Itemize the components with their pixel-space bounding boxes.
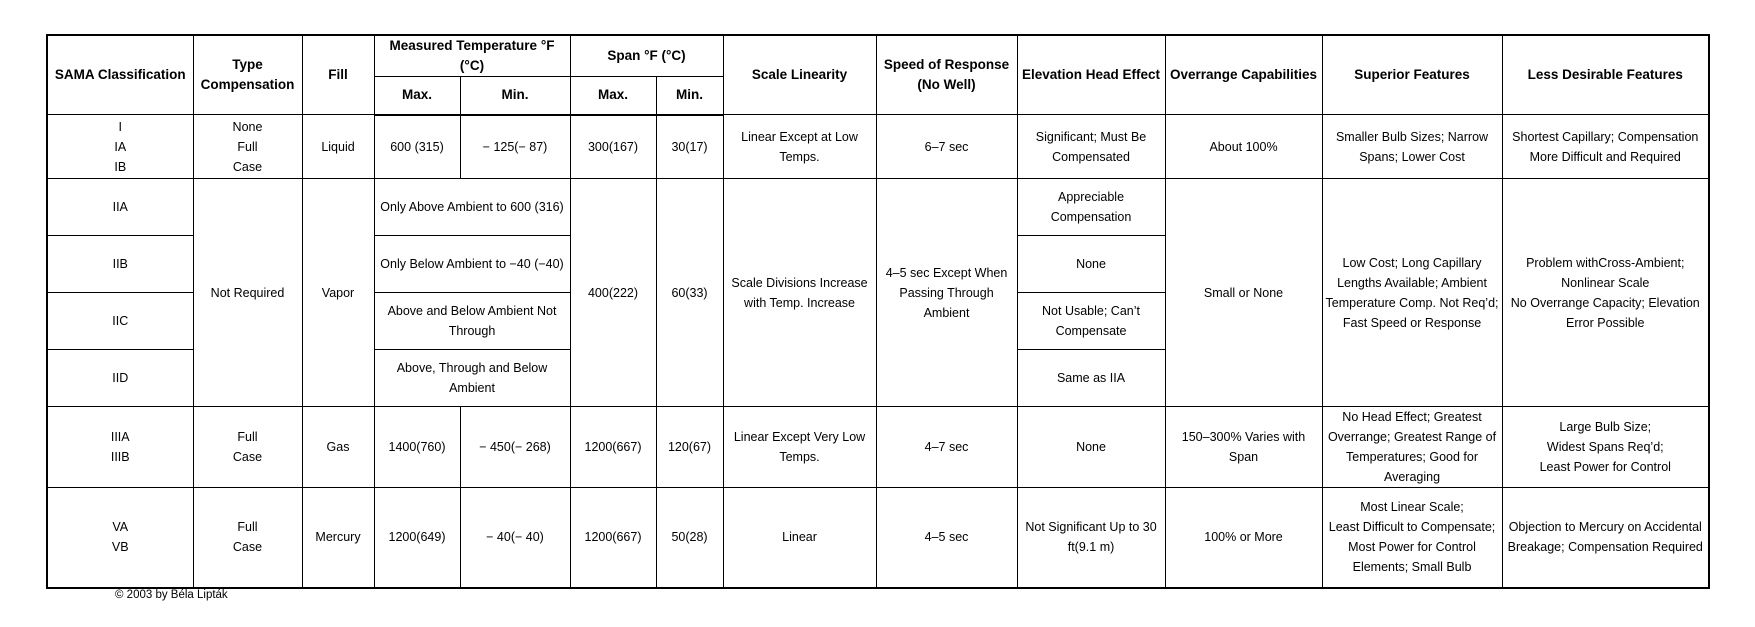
header-superior-features: Superior Features [1322,35,1502,115]
cell-scale-linearity: Linear Except at Low Temps. [723,115,876,179]
table-row [47,407,1709,488]
cell-speed: 4–5 sec Except When Passing Through Ambient [876,179,1017,407]
cell-scale-linearity: Linear [723,488,876,588]
cell-fill: Vapor [302,179,374,407]
cell-measured-min: − 125(− 87) [460,115,570,179]
cell-sama: IIB [47,236,193,293]
header-overrange: Overrange Capabilities [1165,35,1322,115]
header-scale-linearity: Scale Linearity [723,35,876,115]
cell-span-max: 400(222) [570,179,656,407]
cell-speed: 6–7 sec [876,115,1017,179]
cell-fill: Liquid [302,115,374,179]
cell-elevation: Same as IIA [1017,350,1165,407]
copyright-notice: © 2003 by Béla Lipták [115,589,228,601]
cell-sama: VA VB [47,488,193,588]
cell-span-max: 1200(667) [570,407,656,488]
cell-less-desirable: Problem withCross-Ambient; Nonlinear Scale No Overrange Capacity; Elevation Error Possible [1502,179,1709,407]
cell-type-compensation: None Full Case [193,115,302,179]
cell-span-min: 120(67) [656,407,723,488]
cell-elevation: Significant; Must Be Compensated [1017,115,1165,179]
table-row [47,179,1709,236]
cell-superior-features: Low Cost; Long Capillary Lengths Available; Ambient Temperature Comp. Not Req’d; Fast Speed or Response [1322,179,1502,407]
cell-elevation: Appreciable Compensation [1017,179,1165,236]
table-row [47,488,1709,588]
cell-sama: IID [47,350,193,407]
table-row [47,115,1709,179]
cell-type-compensation: Not Required [193,179,302,407]
cell-elevation: Not Usable; Can’t Compensate [1017,293,1165,350]
cell-overrange: Small or None [1165,179,1322,407]
cell-less-desirable: Objection to Mercury on Accidental Breakage; Compensation Required [1502,488,1709,588]
cell-measured-max: 1400(760) [374,407,460,488]
header-span: Span °F (°C) [570,35,723,77]
cell-speed: 4–7 sec [876,407,1017,488]
cell-span-max: 1200(667) [570,488,656,588]
cell-span-max: 300(167) [570,115,656,179]
cell-superior-features: Most Linear Scale; Least Difficult to Compensate; Most Power for Control Elements; Small Bulb [1322,488,1502,588]
cell-measured-temperature: Above and Below Ambient Not Through [374,293,570,350]
cell-less-desirable: Shortest Capillary; Compensation More Difficult and Required [1502,115,1709,179]
header-type-compensation: Type Compensation [193,35,302,115]
cell-span-min: 60(33) [656,179,723,407]
cell-overrange: About 100% [1165,115,1322,179]
header-less-desirable-features: Less Desirable Features [1502,35,1709,115]
cell-less-desirable: Large Bulb Size; Widest Spans Req’d; Least Power for Control [1502,407,1709,488]
header-measured-max: Max. [374,77,460,115]
header-fill: Fill [302,35,374,115]
cell-scale-linearity: Scale Divisions Increase with Temp. Increase [723,179,876,407]
cell-type-compensation: Full Case [193,488,302,588]
cell-measured-temperature: Above, Through and Below Ambient [374,350,570,407]
comparison-table [46,34,1710,589]
cell-measured-temperature: Only Above Ambient to 600 (316) [374,179,570,236]
cell-sama: IIA [47,179,193,236]
cell-span-min: 30(17) [656,115,723,179]
header-elevation-head-effect: Elevation Head Effect [1017,35,1165,115]
cell-superior-features: No Head Effect; Greatest Overrange; Greatest Range of Temperatures; Good for Averaging [1322,407,1502,488]
header-sama: SAMA Classification [47,35,193,115]
header-measured-temperature: Measured Temperature °F (°C) [374,35,570,77]
cell-measured-max: 600 (315) [374,115,460,179]
cell-sama: I IA IB [47,115,193,179]
cell-measured-min: − 40(− 40) [460,488,570,588]
header-span-min: Min. [656,77,723,115]
cell-elevation: None [1017,236,1165,293]
cell-measured-max: 1200(649) [374,488,460,588]
cell-measured-min: − 450(− 268) [460,407,570,488]
header-span-max: Max. [570,77,656,115]
cell-measured-temperature: Only Below Ambient to −40 (−40) [374,236,570,293]
cell-superior-features: Smaller Bulb Sizes; Narrow Spans; Lower Cost [1322,115,1502,179]
cell-speed: 4–5 sec [876,488,1017,588]
cell-sama: IIIA IIIB [47,407,193,488]
header-measured-min: Min. [460,77,570,115]
cell-fill: Mercury [302,488,374,588]
cell-overrange: 150–300% Varies with Span [1165,407,1322,488]
header-speed-of-response: Speed of Response (No Well) [876,35,1017,115]
cell-sama: IIC [47,293,193,350]
cell-elevation: Not Significant Up to 30 ft(9.1 m) [1017,488,1165,588]
cell-type-compensation: Full Case [193,407,302,488]
cell-overrange: 100% or More [1165,488,1322,588]
cell-elevation: None [1017,407,1165,488]
cell-fill: Gas [302,407,374,488]
cell-scale-linearity: Linear Except Very Low Temps. [723,407,876,488]
cell-span-min: 50(28) [656,488,723,588]
